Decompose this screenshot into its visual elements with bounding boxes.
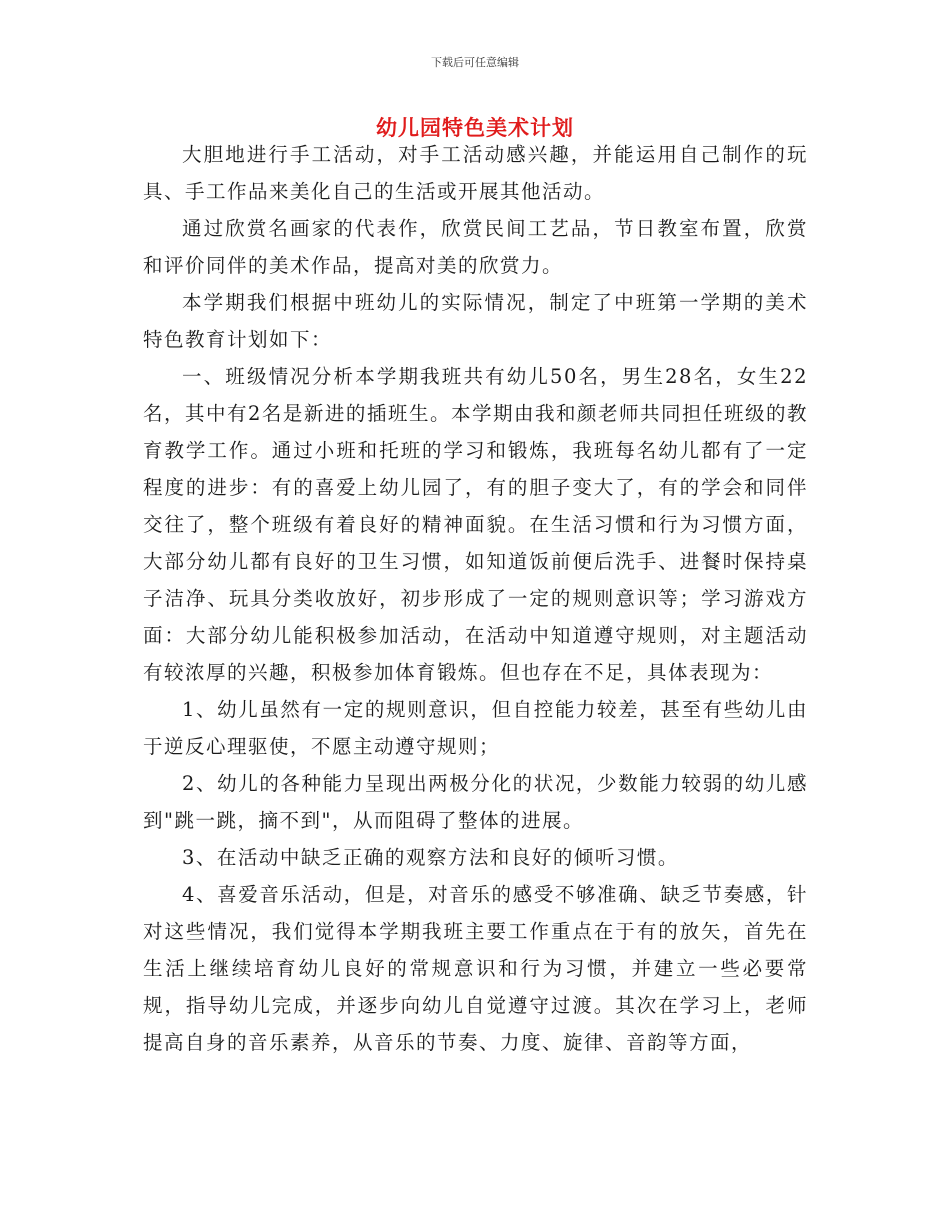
paragraph-5: 1、幼儿虽然有一定的规则意识，但自控能力较差，甚至有些幼儿由于逆反心理驱使，不愿主动遵守规则； bbox=[143, 698, 808, 758]
paragraph-4: 一、班级情况分析本学期我班共有幼儿50名，男生28名，女生22名，其中有2名是新进的插班生。本学期由我和颜老师共同担任班级的教育教学工作。通过小班和托班的学习和锻炼，我班每名幼儿都有了一定程度的进步：有的喜爱上幼儿园了，有的胆子变大了，有的学会和同伴交往了，整个班级有着良好的精神面貌。在生活习惯和行为习惯方面，大部分幼儿都有良好的卫生习惯，如知道饭前便后洗手、进餐时保持桌子洁净、玩具分类收放好，初步形成了一定的规则意识等；学习游戏方面：大部分幼儿能积极参加活动，在活动中知道遵守规则，对主题活动有较浓厚的兴趣，积极参加体育锻炼。但也存在不足，具体表现为： bbox=[143, 365, 808, 684]
header-note: 下载后可任意编辑 bbox=[431, 56, 519, 69]
paragraph-8: 4、喜爱音乐活动，但是，对音乐的感受不够准确、缺乏节奏感，针对这些情况，我们觉得本学期我班主要工作重点在于有的放矢，首先在生活上继续培育幼儿良好的常规意识和行为习惯，并建立一些必要常规，指导幼儿完成，并逐步向幼儿自觉遵守过渡。其次在学习上，老师提高自身的音乐素养，从音乐的节奏、力度、旋律、音韵等方面， bbox=[143, 883, 808, 1054]
paragraph-7: 3、在活动中缺乏正确的观察方法和良好的倾听习惯。 bbox=[182, 846, 679, 869]
paragraph-3: 本学期我们根据中班幼儿的实际情况，制定了中班第一学期的美术特色教育计划如下： bbox=[143, 291, 808, 351]
document-title: 幼儿园特色美术计划 bbox=[376, 116, 574, 140]
paragraph-6: 2、幼儿的各种能力呈现出两极分化的状况，少数能力较弱的幼儿感到"跳一跳，摘不到"，从而阻碍了整体的进展。 bbox=[143, 772, 808, 832]
paragraph-2: 通过欣赏名画家的代表作，欣赏民间工艺品，节日教室布置，欣赏和评价同伴的美术作品，提高对美的欣赏力。 bbox=[143, 217, 808, 277]
document-body bbox=[143, 136, 808, 1061]
paragraph-1: 大胆地进行手工活动，对手工活动感兴趣，并能运用自己制作的玩具、手工作品来美化自己的生活或开展其他活动。 bbox=[143, 143, 808, 203]
